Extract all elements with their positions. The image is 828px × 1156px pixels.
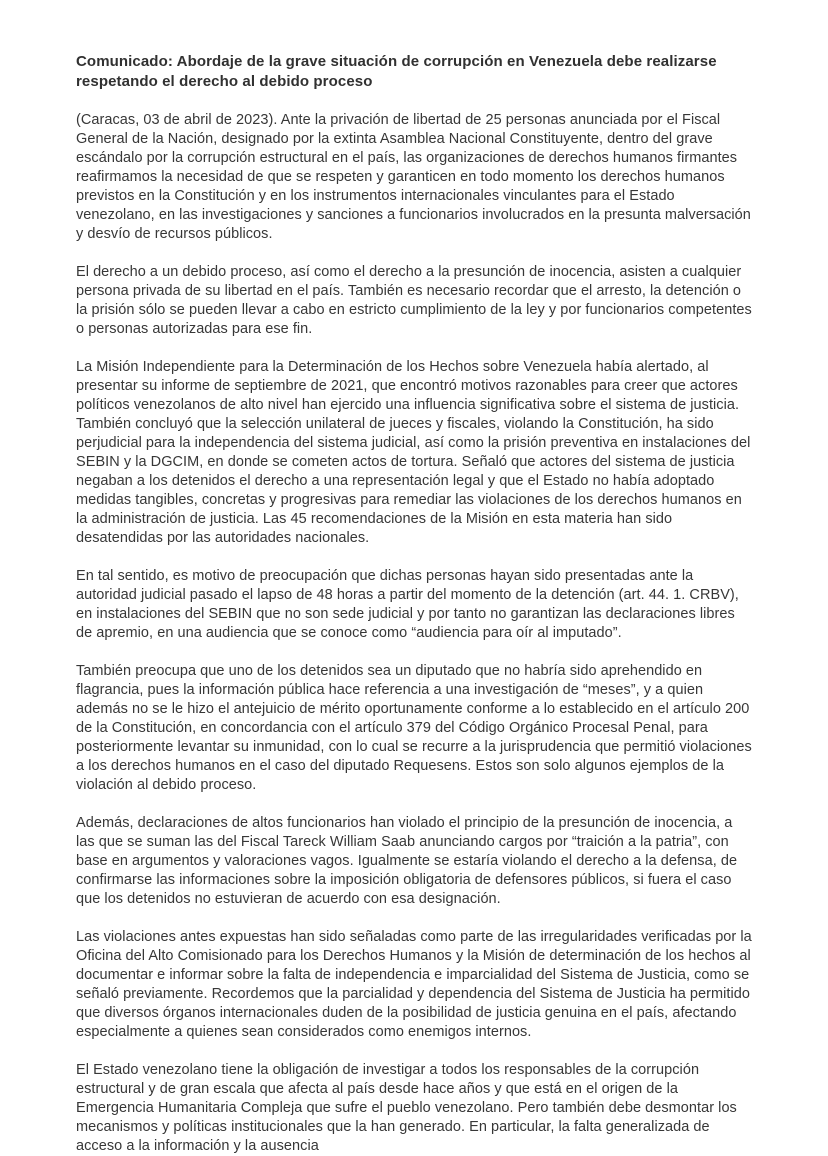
paragraph-judicial-presentation: En tal sentido, es motivo de preocupación que dichas personas hayan sido presentadas ante la autoridad judicial pasado el lapso de 48 horas a partir del momento de la detención (art. 44. 1. CRBV), en instalaciones del SEBIN que no son sede judicial y por tanto no garantizan las declaraciones libres de apremio, en una audiencia que se conoce como “audiencia para oír al imputado”. xyxy=(76,568,739,641)
paragraph-dateline: (Caracas, 03 de abril de 2023). Ante la privación de libertad de 25 personas anunciada por el Fiscal General de la Nación, designado por la extinta Asamblea Nacional Constituyente, dentro del grave escándalo por la corrupción estructural en el país, las organizaciones de derechos humanos firmantes reafirmamos la necesidad de que se respeten y garanticen en todo momento los derechos humanos previstos en la Constitución y en los instrumentos internacionales vinculantes para el Estado venezolano, en las investigaciones y sanciones a funcionarios involucrados en la presunta malversación y desvío de recursos públicos. xyxy=(76,112,751,242)
paragraph-deputy-case: También preocupa que uno de los detenidos sea un diputado que no habría sido aprehendido en flagrancia, pues la información pública hace referencia a una investigación de “meses”, y a quien además no se le hizo el antejuicio de mérito oportunamente conforme a lo establecido en el artículo 200 de la Constitución, en concordancia con el artículo 379 del Código Orgánico Procesal Penal, para posteriormente levantar su inmunidad, con lo cual se recurre a la jurisprudencia que permitió violaciones a los derechos humanos en el caso del diputado Requesens. Estos son solo algunos ejemplos de la violación al debido proceso. xyxy=(76,663,752,793)
paragraph-due-process: El derecho a un debido proceso, así como el derecho a la presunción de inocencia, asisten a cualquier persona privada de su libertad en el país. También es necesario recordar que el arresto, la detención o la prisión sólo se pueden llevar a cabo en estricto cumplimiento de la ley y por funcionarios competentes o personas autorizadas para ese fin. xyxy=(76,264,752,337)
document-title: Comunicado: Abordaje de la grave situación de corrupción en Venezuela debe realizarse respetando el derecho al debido proceso xyxy=(76,53,717,90)
paragraph-state-obligation: El Estado venezolano tiene la obligación de investigar a todos los responsables de la corrupción estructural y de gran escala que afecta al país desde hace años y que está en el origen de la Emergencia Humanitaria Compleja que sufre el pueblo venezolano. Pero también debe desmontar los mecanismos y políticas institucionales que la han generado. En particular, la falta generalizada de acceso a la información y la ausencia xyxy=(76,1062,737,1154)
paragraph-fact-finding-mission: La Misión Independiente para la Determinación de los Hechos sobre Venezuela había alertado, al presentar su informe de septiembre de 2021, que encontró motivos razonables para creer que actores políticos venezolanos de alto nivel han ejercido una influencia significativa sobre el sistema de justicia. También concluyó que la selección unilateral de jueces y fiscales, violando la Constitución, ha sido perjudicial para la independencia del sistema judicial, así como la prisión preventiva en instalaciones del SEBIN y la DGCIM, en donde se cometen actos de tortura. Señaló que actores del sistema de justicia negaban a los detenidos el derecho a una representación legal y que el Estado no había adoptado medidas tangibles, concretas y progresivas para remediar las violaciones de los derechos humanos en la administración de justicia. Las 45 recomendaciones de la Misión en esta materia han sido desatendidas por las autoridades nacionales. xyxy=(76,359,751,546)
paragraph-presumption-of-innocence: Además, declaraciones de altos funcionarios han violado el principio de la presunción de inocencia, a las que se suman las del Fiscal Tareck William Saab anunciando cargos por “traición a la patria”, con base en argumentos y valoraciones vagos. Igualmente se estaría violando el derecho a la defensa, de confirmarse las informaciones sobre la imposición obligatoria de defensores públicos, si fuera el caso que los detenidos no estuvieran de acuerdo con esa designación. xyxy=(76,815,738,907)
paragraph-ohchr-findings: Las violaciones antes expuestas han sido señaladas como parte de las irregularidades verificadas por la Oficina del Alto Comisionado para los Derechos Humanos y la Misión de determinación de los hechos al documentar e informar sobre la falta de independencia e imparcialidad del Sistema de Justicia, como se señaló previamente. Recordemos que la parcialidad y dependencia del Sistema de Justicia ha permitido que diversos órganos internacionales duden de la posibilidad de justicia genuina en el país, afectando especialmente a quienes sean considerados como enemigos internos. xyxy=(76,929,752,1040)
